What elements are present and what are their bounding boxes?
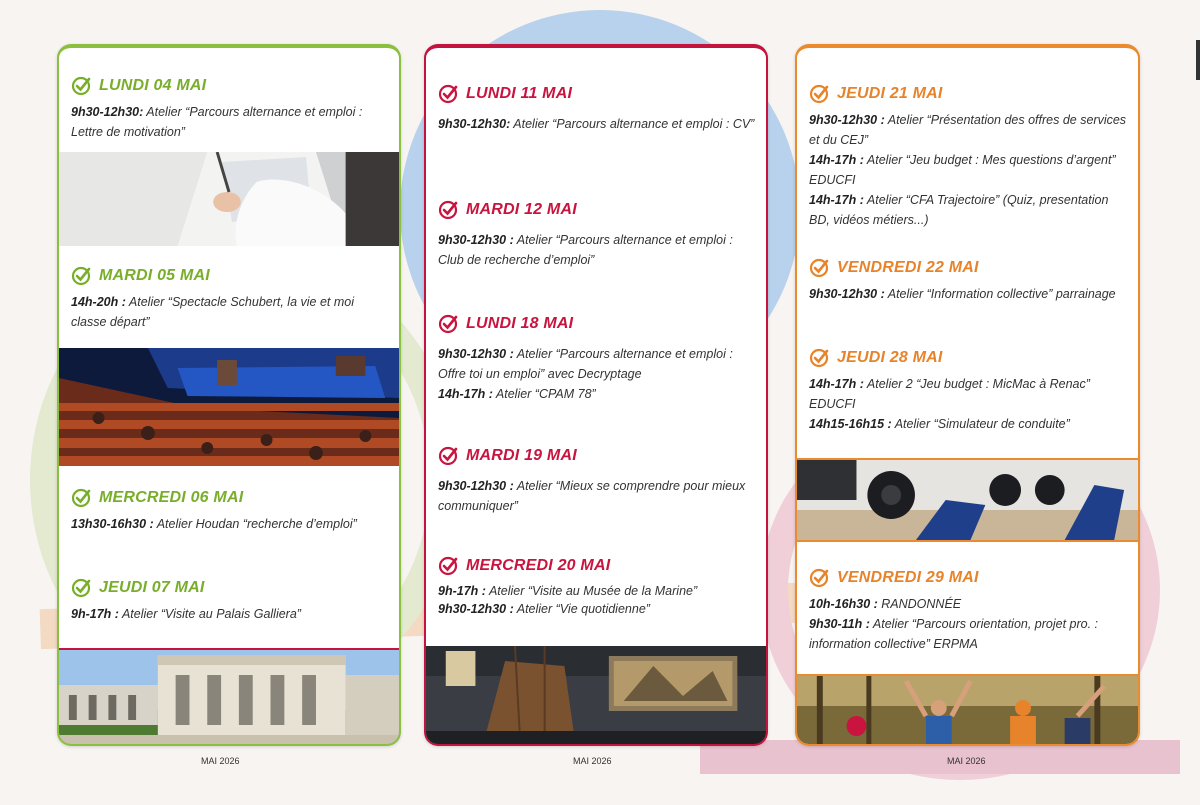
photo-palais-galliera [59, 648, 399, 746]
event-line [809, 284, 1128, 304]
event-text: Atelier “CPAM 78” [492, 387, 596, 401]
day-heading [71, 488, 389, 508]
event-line [438, 476, 756, 516]
photo-theater [59, 348, 399, 466]
week-column-3 [795, 44, 1140, 746]
event-line [438, 582, 756, 600]
event-text: Atelier “Visite au Musée de la Marine” [485, 584, 698, 598]
event-line [438, 344, 756, 384]
event-block [438, 314, 756, 404]
photo-driving-simulator [797, 458, 1138, 542]
event-time: 9h30-12h30 : [438, 347, 514, 361]
event-time: 9h30-12h30 : [809, 113, 885, 127]
event-time: 14h15-16h15 : [809, 417, 892, 431]
event-text: Atelier “CFA Trajectoire” (Quiz, presentation BD, vidéos métiers...) [809, 193, 1109, 227]
event-text: Atelier “Parcours alternance et emploi : Club de recherche d’emploi” [438, 233, 733, 267]
event-line [438, 230, 756, 270]
day-heading [71, 76, 389, 96]
event-block [71, 488, 389, 534]
event-text: Atelier Houdan “recherche d’emploi” [153, 517, 357, 531]
event-time: 14h-17h : [438, 387, 493, 401]
event-text: Atelier “Mieux se comprendre pour mieux communiquer” [438, 479, 746, 513]
day-label: LUNDI 04 MAI [99, 77, 207, 94]
event-text: Atelier “Parcours alternance et emploi : Offre toi un emploi” avec Decryptage [438, 347, 733, 381]
check-icon [809, 84, 829, 104]
event-block [71, 266, 389, 332]
footer-label: MAI 2026 [947, 756, 986, 766]
event-time: 10h-16h30 : [809, 597, 878, 611]
event-text: Atelier “Visite au Palais Galliera” [118, 607, 301, 621]
event-line [71, 102, 389, 142]
event-text: Atelier “Vie quotidienne” [513, 602, 650, 616]
event-block [809, 258, 1128, 304]
check-icon [71, 578, 91, 598]
event-block [809, 84, 1128, 230]
event-time: 14h-17h : [809, 193, 864, 207]
event-text: Atelier “Parcours alternance et emploi : Lettre de motivation” [71, 105, 363, 139]
day-heading [809, 84, 1128, 104]
event-block [71, 76, 389, 142]
page-edge [1196, 40, 1200, 80]
event-line [71, 292, 389, 332]
check-icon [71, 76, 91, 96]
check-icon [438, 84, 458, 104]
event-line [809, 414, 1128, 434]
day-heading [438, 200, 756, 220]
footer-label: MAI 2026 [573, 756, 612, 766]
check-icon [438, 446, 458, 466]
day-label: JEUDI 07 MAI [99, 579, 205, 596]
event-line [809, 150, 1128, 190]
photo-reading-document [59, 152, 399, 246]
event-line [809, 614, 1128, 654]
event-line [438, 384, 756, 404]
day-heading [71, 266, 389, 286]
event-time: 9h30-12h30 : [438, 233, 514, 247]
event-time: 9h30-12h30 : [809, 287, 885, 301]
day-label: JEUDI 28 MAI [837, 349, 943, 366]
event-text: Atelier “Présentation des offres de services et du CEJ” [809, 113, 1127, 147]
footer-label: MAI 2026 [201, 756, 240, 766]
event-time: 9h30-12h30 : [438, 479, 514, 493]
event-line [71, 604, 389, 624]
event-block [438, 556, 756, 618]
day-heading [809, 568, 1128, 588]
day-label: JEUDI 21 MAI [837, 85, 943, 102]
photo-hikers [797, 674, 1138, 746]
day-label: MARDI 12 MAI [466, 201, 577, 218]
event-text: Atelier “Parcours alternance et emploi : CV” [510, 117, 755, 131]
event-text: Atelier 2 “Jeu budget : MicMac à Renac” EDUCFI [809, 377, 1090, 411]
day-label: MERCREDI 06 MAI [99, 489, 244, 506]
event-block [438, 200, 756, 270]
day-heading [438, 446, 756, 466]
day-label: LUNDI 11 MAI [466, 85, 573, 102]
event-block [438, 446, 756, 516]
check-icon [809, 348, 829, 368]
day-label: VENDREDI 22 MAI [837, 259, 979, 276]
event-text: Atelier “Spectacle Schubert, la vie et moi classe départ” [71, 295, 355, 329]
week-column-2 [424, 44, 768, 746]
photo-musee-marine [426, 646, 766, 746]
event-time: 14h-17h : [809, 153, 864, 167]
check-icon [809, 568, 829, 588]
day-heading [71, 578, 389, 598]
event-line [809, 190, 1128, 230]
check-icon [71, 488, 91, 508]
event-time: 9h-17h : [71, 607, 119, 621]
event-line [809, 374, 1128, 414]
day-heading [438, 556, 756, 576]
week-column-1 [57, 44, 401, 746]
day-label: MERCREDI 20 MAI [466, 557, 611, 574]
event-time: 9h30-11h : [809, 617, 870, 631]
event-line [438, 600, 756, 618]
day-heading [438, 314, 756, 334]
day-heading [809, 348, 1128, 368]
day-heading [809, 258, 1128, 278]
event-time: 14h-20h : [71, 295, 126, 309]
event-block [809, 568, 1128, 654]
day-label: LUNDI 18 MAI [466, 315, 574, 332]
event-text: RANDONNÉE [877, 597, 962, 611]
check-icon [438, 314, 458, 334]
event-time: 9h30-12h30: [438, 117, 511, 131]
event-line [809, 594, 1128, 614]
event-time: 14h-17h : [809, 377, 864, 391]
event-text: Atelier “Parcours orientation, projet pro. : information collective” ERPMA [809, 617, 1099, 651]
event-line [71, 514, 389, 534]
check-icon [809, 258, 829, 278]
check-icon [438, 200, 458, 220]
check-icon [438, 556, 458, 576]
day-label: MARDI 05 MAI [99, 267, 210, 284]
event-line [809, 110, 1128, 150]
day-heading [438, 84, 756, 104]
event-line [438, 114, 756, 134]
event-block [71, 578, 389, 624]
event-time: 9h30-12h30 : [438, 602, 514, 616]
event-time: 9h30-12h30: [71, 105, 144, 119]
event-text: Atelier “Jeu budget : Mes questions d’argent” EDUCFI [809, 153, 1116, 187]
event-time: 9h-17h : [438, 584, 486, 598]
event-block [438, 84, 756, 134]
day-label: MARDI 19 MAI [466, 447, 577, 464]
event-text: Atelier “Simulateur de conduite” [891, 417, 1070, 431]
day-label: VENDREDI 29 MAI [837, 569, 979, 586]
event-text: Atelier “Information collective” parrainage [884, 287, 1116, 301]
event-time: 13h30-16h30 : [71, 517, 154, 531]
check-icon [71, 266, 91, 286]
event-block [809, 348, 1128, 434]
